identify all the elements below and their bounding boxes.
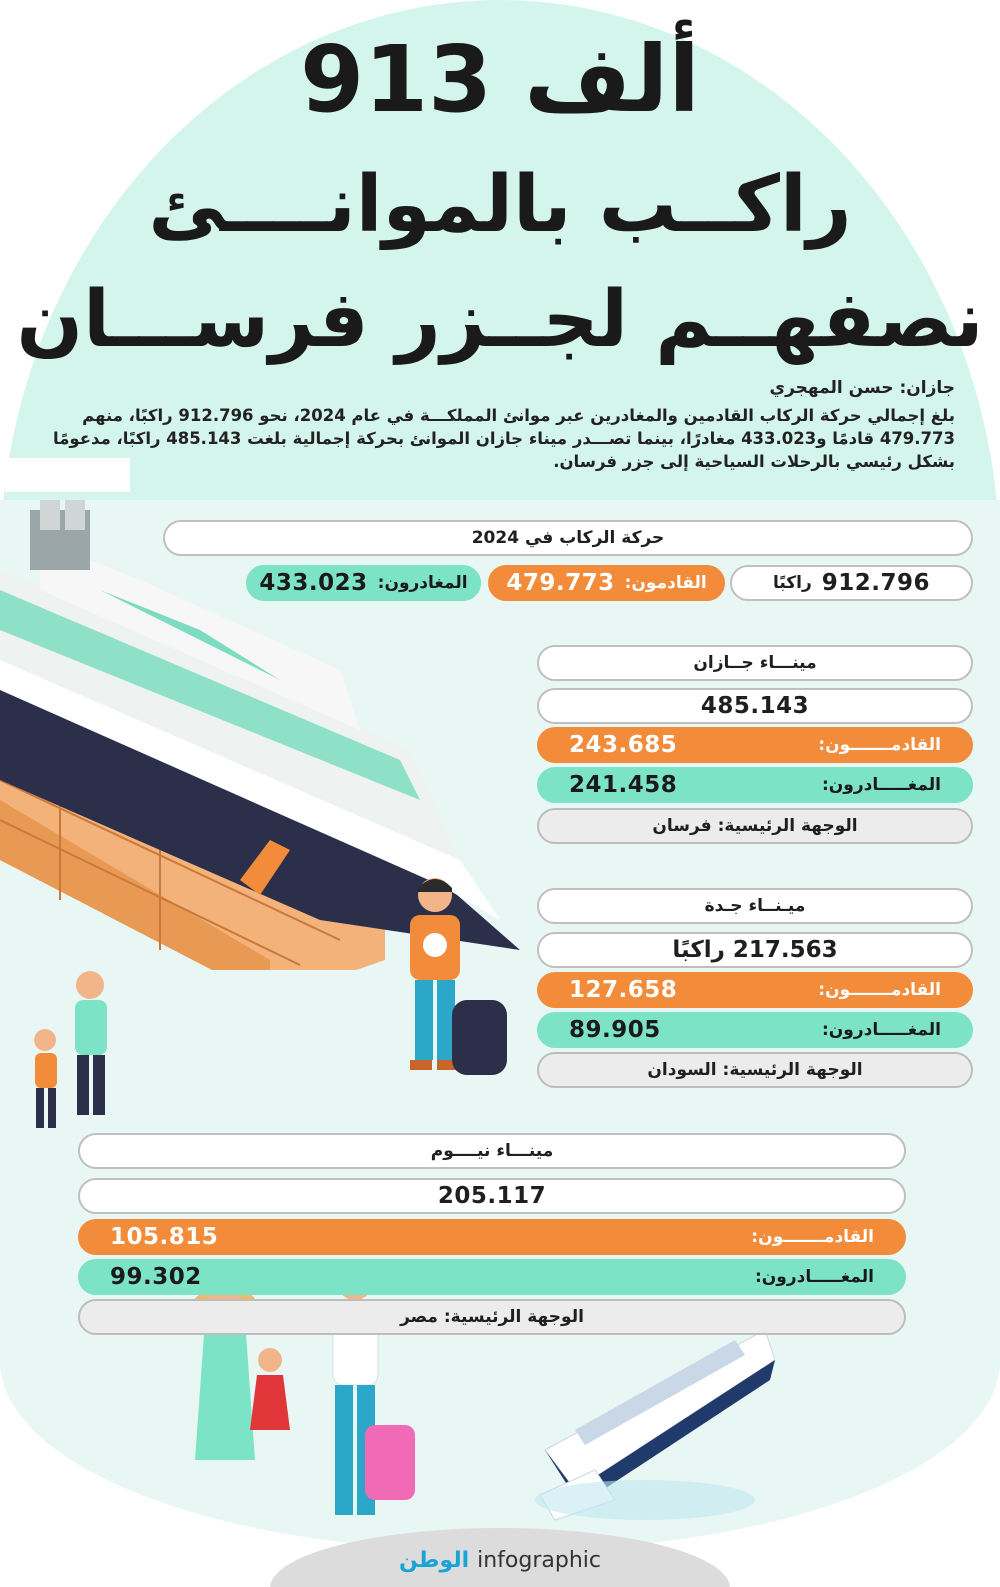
arrivals-label: القادمـــــــون: [751,1227,874,1247]
port-name-text: مينـــاء جــازان [693,653,817,673]
port-jazan-arrivals [537,727,973,763]
headline-line-2: راكــب بالموانــــئ [148,160,852,250]
port-total-text: 485.143 [700,693,810,719]
port-jeddah-arrivals [537,972,973,1008]
port-name-text: مينـــاء نيــــوم [430,1141,554,1161]
arrivals-label: القادمـــــــون: [818,980,941,1000]
parent-child-illustration [15,965,125,1145]
footer-logo [300,1540,700,1580]
infographic-label: infographic [477,1547,601,1573]
departures-value: 89.905 [569,1017,661,1043]
port-jeddah-departures [537,1012,973,1048]
byline: جازان: حسن المهجري [769,378,955,398]
port-jazan-name [537,645,973,681]
port-jazan-departures [537,767,973,803]
port-name-text: ميـنــاء جـدة [704,896,806,916]
blank-box [5,458,130,492]
departures-label: المغـــــادرون: [754,1267,874,1287]
arrivals-value: 243.685 [569,732,678,758]
overall-total-pill [730,565,973,601]
headline-line-1: 913 ألف [300,26,700,133]
overall-title-text: حركة الركاب في 2024 [471,528,665,548]
overall-arrivals-label: القادمون: [624,573,707,593]
port-jazan-destination [537,808,973,844]
destination-text: الوجهة الرئيسية: فرسان [652,816,858,836]
overall-title [163,520,973,556]
overall-departures-value: 433.023 [259,570,368,596]
overall-departures-pill [246,565,481,601]
port-jeddah-name [537,888,973,924]
arrivals-value: 127.658 [569,977,678,1003]
overall-total-unit: راكبًا [772,573,812,593]
headline-line-3: نصفهــم لجــزر فرســـان [16,275,984,365]
port-total-text: 205.117 [437,1183,547,1209]
arrivals-label: القادمـــــــون: [818,735,941,755]
overall-departures-label: المغادرون: [377,573,468,593]
overall-total-value: 912.796 [821,570,931,596]
port-jeddah-destination [537,1052,973,1088]
port-neom-destination [78,1299,906,1335]
destination-text: الوجهة الرئيسية: مصر [400,1307,584,1327]
departures-value: 241.458 [569,772,678,798]
port-jeddah-total [537,932,973,968]
port-neom-departures [78,1259,906,1295]
port-neom-total [78,1178,906,1214]
overall-arrivals-pill [488,565,725,601]
brand-logo-text: الوطن [399,1547,470,1573]
port-total-text: 217.563 راكبًا [672,937,838,963]
departures-label: المغـــــادرون: [821,775,941,795]
intro-paragraph: بلغ إجمالي حركة الركاب القادمين والمغادرين عبر موانئ المملكـــة في عام 2024، نحو 912.796 راكبًا، منهم 479.773 قادمًا و433.023 مغادرًا، بينما تصـــدر ميناء جازان الموانئ بحركة إجمالية بلغت 485.143 راكبًا، مدعومًا بشكل رئيسي بالرحلات السياحية إلى جزر فرسان. [53,406,955,471]
overall-arrivals-value: 479.773 [506,570,615,596]
port-jazan-total [537,688,973,724]
arrivals-value: 105.815 [110,1224,219,1250]
departures-label: المغـــــادرون: [821,1020,941,1040]
port-neom-arrivals [78,1219,906,1255]
departures-value: 99.302 [110,1264,202,1290]
port-neom-name [78,1133,906,1169]
destination-text: الوجهة الرئيسية: السودان [647,1060,863,1080]
traveler-illustration [390,870,520,1100]
